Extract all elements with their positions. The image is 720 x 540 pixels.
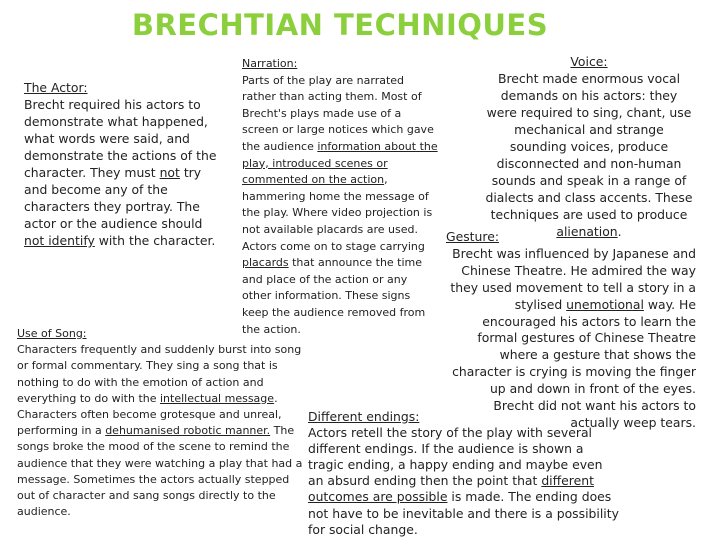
endings-emphasis-outcomes: different outcomes are possible — [308, 473, 594, 505]
song-text-2: . Characters often become grotesque and unreal, performing in a — [17, 391, 282, 438]
actor-text-3: with the character. — [94, 233, 216, 248]
endings-text-1: Actors retell the story of the play with several different endings. If the audience is shown a tragic ending, a happy ending and maybe even an absurd ending then the point that — [308, 425, 603, 489]
gesture-text-1: Brecht was influenced by Japanese and Chinese Theatre. He admired the way they used movement to tell a story in a stylised — [450, 245, 696, 312]
song-section — [17, 326, 309, 520]
voice-body — [484, 70, 694, 240]
endings-text-2: is made. The ending does not have to be inevitable and there is a possibility for social change. — [308, 489, 619, 537]
page-title: BRECHTIAN TECHNIQUES — [131, 8, 549, 42]
voice-text-1: Brecht made enormous vocal demands on his actors: they were required to sing, chant, use mechanical and strange sounding voices, produce disconnected and non-human sounds and speak in a range of dialects and class accents. These techniques are used to produce — [485, 71, 693, 222]
narration-heading: Narration: — [242, 57, 298, 70]
gesture-emphasis-unemotional: unemotional — [566, 296, 644, 312]
actor-text-1: Brecht required his actors to demonstrate what happened, what words were said, and demonstrate the actions of the character. They must — [24, 97, 217, 180]
song-emphasis-dehumanised: dehumanised robotic manner. — [105, 424, 271, 438]
narration-text-1: Parts of the play are narrated rather than acting them. Most of Brecht's plays made use of a screen or large notices which gave the audience — [242, 73, 434, 153]
gesture-text-2: way. He encouraged his actors to learn the formal gestures of Chinese Theatre where a gesture that shows the character is crying is moving the finger up and down in front of the eyes. Brecht did not want his actors to actually weep tears. — [452, 296, 696, 430]
actor-heading: The Actor: — [24, 80, 88, 95]
gesture-body — [446, 246, 696, 432]
actor-emphasis-not: not — [159, 165, 180, 180]
actor-text-2: try and become any of the characters they portray. The actor or the audience should — [24, 165, 203, 231]
song-text-1: Characters frequently and suddenly burst into song or formal commentary. They sing a song that is nothing to do with the emotion of action and everything to do with the — [17, 343, 302, 405]
narration-text-2: , hammering home the message of the play. Where video projection is not available placards are used. Actors come on to stage carrying — [242, 173, 433, 253]
gesture-heading: Gesture: — [446, 229, 500, 244]
endings-body — [308, 425, 620, 538]
song-body — [17, 342, 309, 520]
voice-emphasis-alienation: alienation — [556, 224, 618, 239]
narration-emphasis-information: information about the play, introduced scenes or commented on the action — [242, 139, 438, 187]
endings-section — [308, 409, 620, 538]
voice-text-2: . — [617, 224, 622, 239]
actor-emphasis-not-identify: not identify — [24, 233, 95, 248]
song-heading: Use of Song: — [17, 327, 87, 340]
narration-body — [242, 73, 438, 339]
gesture-section — [446, 229, 696, 432]
voice-section — [484, 53, 694, 240]
endings-heading: Different endings: — [308, 409, 420, 424]
narration-text-3: that announce the time and place of the action or any other information. These signs keep the audience removed from the action. — [242, 256, 426, 336]
song-emphasis-intellectual-message: intellectual message — [160, 391, 275, 405]
narration-emphasis-placards: placards — [242, 256, 289, 270]
song-text-3: The songs broke the mood of the scene to remind the audience that they were watching a play that had a message. Sometimes the actors actually stepped out of character and sang songs directly to the audience. — [17, 424, 303, 519]
actor-section — [24, 79, 224, 249]
narration-section — [242, 56, 438, 338]
actor-body — [24, 96, 224, 249]
voice-heading: Voice: — [570, 54, 608, 69]
